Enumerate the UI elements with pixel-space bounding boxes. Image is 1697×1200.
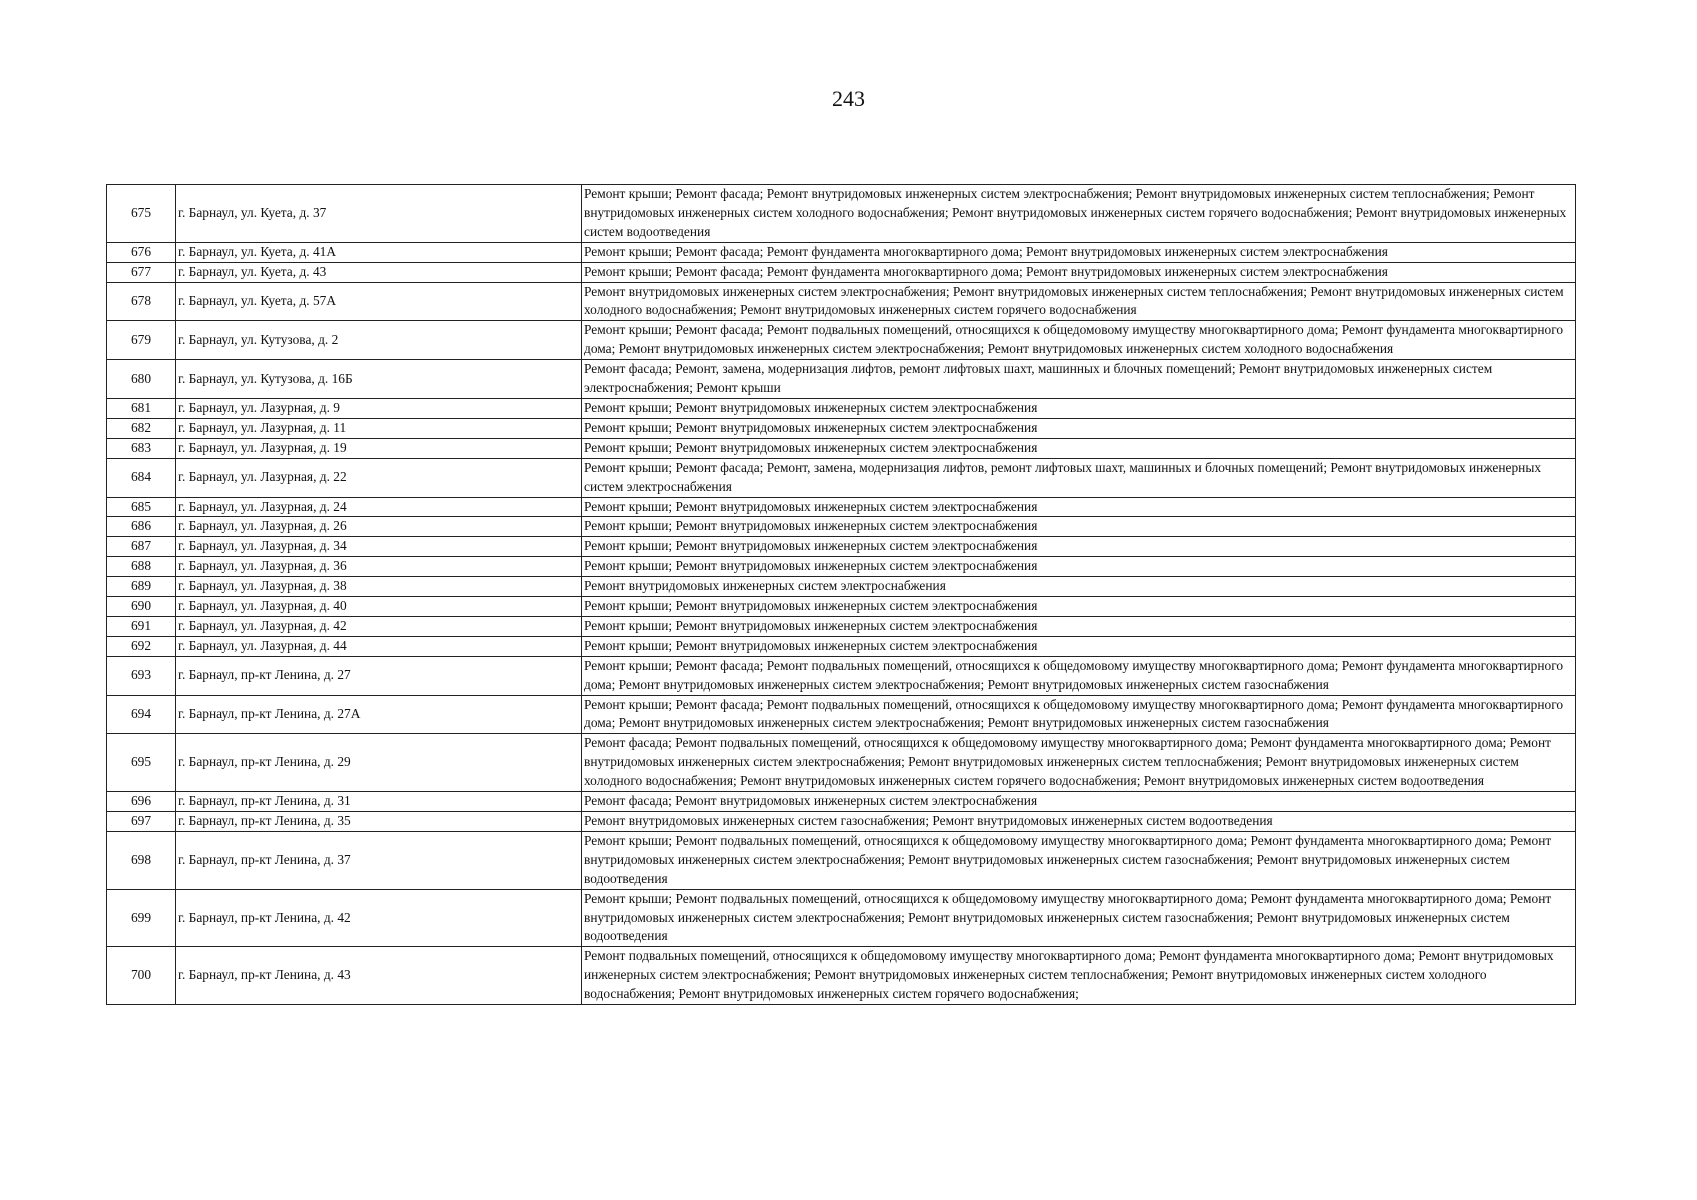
table-row (107, 636, 1576, 656)
table-row (107, 656, 1576, 695)
row-number: 677 (107, 262, 176, 282)
row-number: 698 (107, 831, 176, 889)
row-number: 687 (107, 537, 176, 557)
row-works: Ремонт крыши; Ремонт фасада; Ремонт фундамента многоквартирного дома; Ремонт внутридомовых инженерных систем электроснабжения (582, 262, 1576, 282)
table-row (107, 597, 1576, 617)
row-works: Ремонт крыши; Ремонт фасада; Ремонт фундамента многоквартирного дома; Ремонт внутридомовых инженерных систем электроснабжения (582, 242, 1576, 262)
table-row (107, 398, 1576, 418)
row-address: г. Барнаул, пр-кт Ленина, д. 43 (176, 947, 582, 1005)
table-row (107, 695, 1576, 734)
row-address: г. Барнаул, ул. Лазурная, д. 40 (176, 597, 582, 617)
table-row (107, 792, 1576, 812)
table-row (107, 577, 1576, 597)
row-number: 685 (107, 497, 176, 517)
row-address: г. Барнаул, ул. Лазурная, д. 19 (176, 438, 582, 458)
row-address: г. Барнаул, ул. Лазурная, д. 24 (176, 497, 582, 517)
table-row (107, 321, 1576, 360)
row-address: г. Барнаул, ул. Лазурная, д. 38 (176, 577, 582, 597)
row-works: Ремонт подвальных помещений, относящихся к общедомовому имуществу многоквартирного дома; Ремонт фундамента многоквартирного дома; Ремонт внутридомовых инженерных систем электроснабжения; Ремонт внутридомовых инженерных систем теплоснабжения; Ремонт внутридомовых инженерных систем холодного водоснабжения; Ремонт внутридомовых инженерных систем горячего водоснабжения; (582, 947, 1576, 1005)
row-works: Ремонт крыши; Ремонт внутридомовых инженерных систем электроснабжения (582, 438, 1576, 458)
row-works: Ремонт фасада; Ремонт подвальных помещений, относящихся к общедомовому имуществу многоквартирного дома; Ремонт фундамента многоквартирного дома; Ремонт внутридомовых инженерных систем электроснабжения; Ремонт внутридомовых инженерных систем теплоснабжения; Ремонт внутридомовых инженерных систем холодного водоснабжения; Ремонт внутридомовых инженерных систем горячего водоснабжения; Ремонт внутридомовых инженерных систем водоотведения (582, 734, 1576, 792)
row-address: г. Барнаул, ул. Кутузова, д. 2 (176, 321, 582, 360)
row-works: Ремонт внутридомовых инженерных систем электроснабжения; Ремонт внутридомовых инженерных систем теплоснабжения; Ремонт внутридомовых инженерных систем холодного водоснабжения; Ремонт внутридомовых инженерных систем горячего водоснабжения (582, 282, 1576, 321)
row-works: Ремонт крыши; Ремонт фасада; Ремонт подвальных помещений, относящихся к общедомовому имуществу многоквартирного дома; Ремонт фундамента многоквартирного дома; Ремонт внутридомовых инженерных систем электроснабжения; Ремонт внутридомовых инженерных систем газоснабжения (582, 656, 1576, 695)
row-works: Ремонт крыши; Ремонт внутридомовых инженерных систем электроснабжения (582, 636, 1576, 656)
table-row (107, 418, 1576, 438)
row-number: 695 (107, 734, 176, 792)
row-address: г. Барнаул, ул. Куета, д. 37 (176, 185, 582, 243)
row-works: Ремонт крыши; Ремонт внутридомовых инженерных систем электроснабжения (582, 418, 1576, 438)
row-works: Ремонт крыши; Ремонт внутридомовых инженерных систем электроснабжения (582, 517, 1576, 537)
table-row (107, 282, 1576, 321)
row-number: 684 (107, 458, 176, 497)
table-row (107, 812, 1576, 832)
row-number: 689 (107, 577, 176, 597)
row-address: г. Барнаул, ул. Лазурная, д. 36 (176, 557, 582, 577)
row-number: 692 (107, 636, 176, 656)
row-address: г. Барнаул, пр-кт Ленина, д. 27 (176, 656, 582, 695)
table-row (107, 616, 1576, 636)
row-works: Ремонт крыши; Ремонт фасада; Ремонт подвальных помещений, относящихся к общедомовому имуществу многоквартирного дома; Ремонт фундамента многоквартирного дома; Ремонт внутридомовых инженерных систем электроснабжения; Ремонт внутридомовых инженерных систем газоснабжения (582, 695, 1576, 734)
row-number: 700 (107, 947, 176, 1005)
row-address: г. Барнаул, пр-кт Ленина, д. 37 (176, 831, 582, 889)
table-row (107, 458, 1576, 497)
row-address: г. Барнаул, пр-кт Ленина, д. 27А (176, 695, 582, 734)
row-number: 690 (107, 597, 176, 617)
works-table-body (107, 185, 1576, 1005)
row-number: 693 (107, 656, 176, 695)
row-number: 681 (107, 398, 176, 418)
row-number: 686 (107, 517, 176, 537)
row-number: 697 (107, 812, 176, 832)
row-address: г. Барнаул, ул. Лазурная, д. 34 (176, 537, 582, 557)
table-row (107, 438, 1576, 458)
row-number: 688 (107, 557, 176, 577)
row-works: Ремонт крыши; Ремонт фасада; Ремонт внутридомовых инженерных систем электроснабжения; Ремонт внутридомовых инженерных систем теплоснабжения; Ремонт внутридомовых инженерных систем холодного водоснабжения; Ремонт внутридомовых инженерных систем горячего водоснабжения; Ремонт внутридомовых инженерных систем водоотведения (582, 185, 1576, 243)
table-row (107, 889, 1576, 947)
row-works: Ремонт крыши; Ремонт фасада; Ремонт, замена, модернизация лифтов, ремонт лифтовых шахт, машинных и блочных помещений; Ремонт внутридомовых инженерных систем электроснабжения (582, 458, 1576, 497)
table-row (107, 262, 1576, 282)
row-works: Ремонт крыши; Ремонт подвальных помещений, относящихся к общедомовому имуществу многоквартирного дома; Ремонт фундамента многоквартирного дома; Ремонт внутридомовых инженерных систем электроснабжения; Ремонт внутридомовых инженерных систем газоснабжения; Ремонт внутридомовых инженерных систем водоотведения (582, 889, 1576, 947)
row-works: Ремонт крыши; Ремонт внутридомовых инженерных систем электроснабжения (582, 557, 1576, 577)
row-number: 682 (107, 418, 176, 438)
row-number: 680 (107, 360, 176, 399)
row-number: 678 (107, 282, 176, 321)
row-address: г. Барнаул, пр-кт Ленина, д. 42 (176, 889, 582, 947)
row-address: г. Барнаул, ул. Куета, д. 41А (176, 242, 582, 262)
table-row (107, 185, 1576, 243)
table-row (107, 242, 1576, 262)
works-table (106, 184, 1576, 1005)
row-works: Ремонт крыши; Ремонт подвальных помещений, относящихся к общедомовому имуществу многоквартирного дома; Ремонт фундамента многоквартирного дома; Ремонт внутридомовых инженерных систем электроснабжения; Ремонт внутридомовых инженерных систем газоснабжения; Ремонт внутридомовых инженерных систем водоотведения (582, 831, 1576, 889)
row-works: Ремонт крыши; Ремонт внутридомовых инженерных систем электроснабжения (582, 616, 1576, 636)
row-number: 675 (107, 185, 176, 243)
row-works: Ремонт фасада; Ремонт, замена, модернизация лифтов, ремонт лифтовых шахт, машинных и блочных помещений; Ремонт внутридомовых инженерных систем электроснабжения; Ремонт крыши (582, 360, 1576, 399)
row-works: Ремонт внутридомовых инженерных систем электроснабжения (582, 577, 1576, 597)
row-number: 696 (107, 792, 176, 812)
table-row (107, 557, 1576, 577)
row-address: г. Барнаул, ул. Куета, д. 43 (176, 262, 582, 282)
row-works: Ремонт крыши; Ремонт внутридомовых инженерных систем электроснабжения (582, 597, 1576, 617)
table-row (107, 734, 1576, 792)
row-address: г. Барнаул, ул. Лазурная, д. 42 (176, 616, 582, 636)
row-address: г. Барнаул, ул. Лазурная, д. 44 (176, 636, 582, 656)
row-address: г. Барнаул, ул. Куета, д. 57А (176, 282, 582, 321)
row-number: 699 (107, 889, 176, 947)
row-works: Ремонт фасада; Ремонт внутридомовых инженерных систем электроснабжения (582, 792, 1576, 812)
table-row (107, 517, 1576, 537)
row-address: г. Барнаул, пр-кт Ленина, д. 35 (176, 812, 582, 832)
row-number: 683 (107, 438, 176, 458)
row-works: Ремонт крыши; Ремонт фасада; Ремонт подвальных помещений, относящихся к общедомовому имуществу многоквартирного дома; Ремонт фундамента многоквартирного дома; Ремонт внутридомовых инженерных систем электроснабжения; Ремонт внутридомовых инженерных систем холодного водоснабжения (582, 321, 1576, 360)
row-works: Ремонт крыши; Ремонт внутридомовых инженерных систем электроснабжения (582, 497, 1576, 517)
row-address: г. Барнаул, ул. Лазурная, д. 22 (176, 458, 582, 497)
table-row (107, 360, 1576, 399)
page-number: 243 (832, 86, 865, 111)
row-works: Ремонт крыши; Ремонт внутридомовых инженерных систем электроснабжения (582, 398, 1576, 418)
table-row (107, 537, 1576, 557)
row-address: г. Барнаул, пр-кт Ленина, д. 29 (176, 734, 582, 792)
row-number: 676 (107, 242, 176, 262)
row-address: г. Барнаул, ул. Лазурная, д. 9 (176, 398, 582, 418)
table-row (107, 497, 1576, 517)
row-number: 679 (107, 321, 176, 360)
row-address: г. Барнаул, ул. Лазурная, д. 26 (176, 517, 582, 537)
row-address: г. Барнаул, пр-кт Ленина, д. 31 (176, 792, 582, 812)
row-address: г. Барнаул, ул. Лазурная, д. 11 (176, 418, 582, 438)
table-row (107, 831, 1576, 889)
row-number: 691 (107, 616, 176, 636)
row-works: Ремонт внутридомовых инженерных систем газоснабжения; Ремонт внутридомовых инженерных систем водоотведения (582, 812, 1576, 832)
table-row (107, 947, 1576, 1005)
row-works: Ремонт крыши; Ремонт внутридомовых инженерных систем электроснабжения (582, 537, 1576, 557)
row-number: 694 (107, 695, 176, 734)
row-address: г. Барнаул, ул. Кутузова, д. 16Б (176, 360, 582, 399)
